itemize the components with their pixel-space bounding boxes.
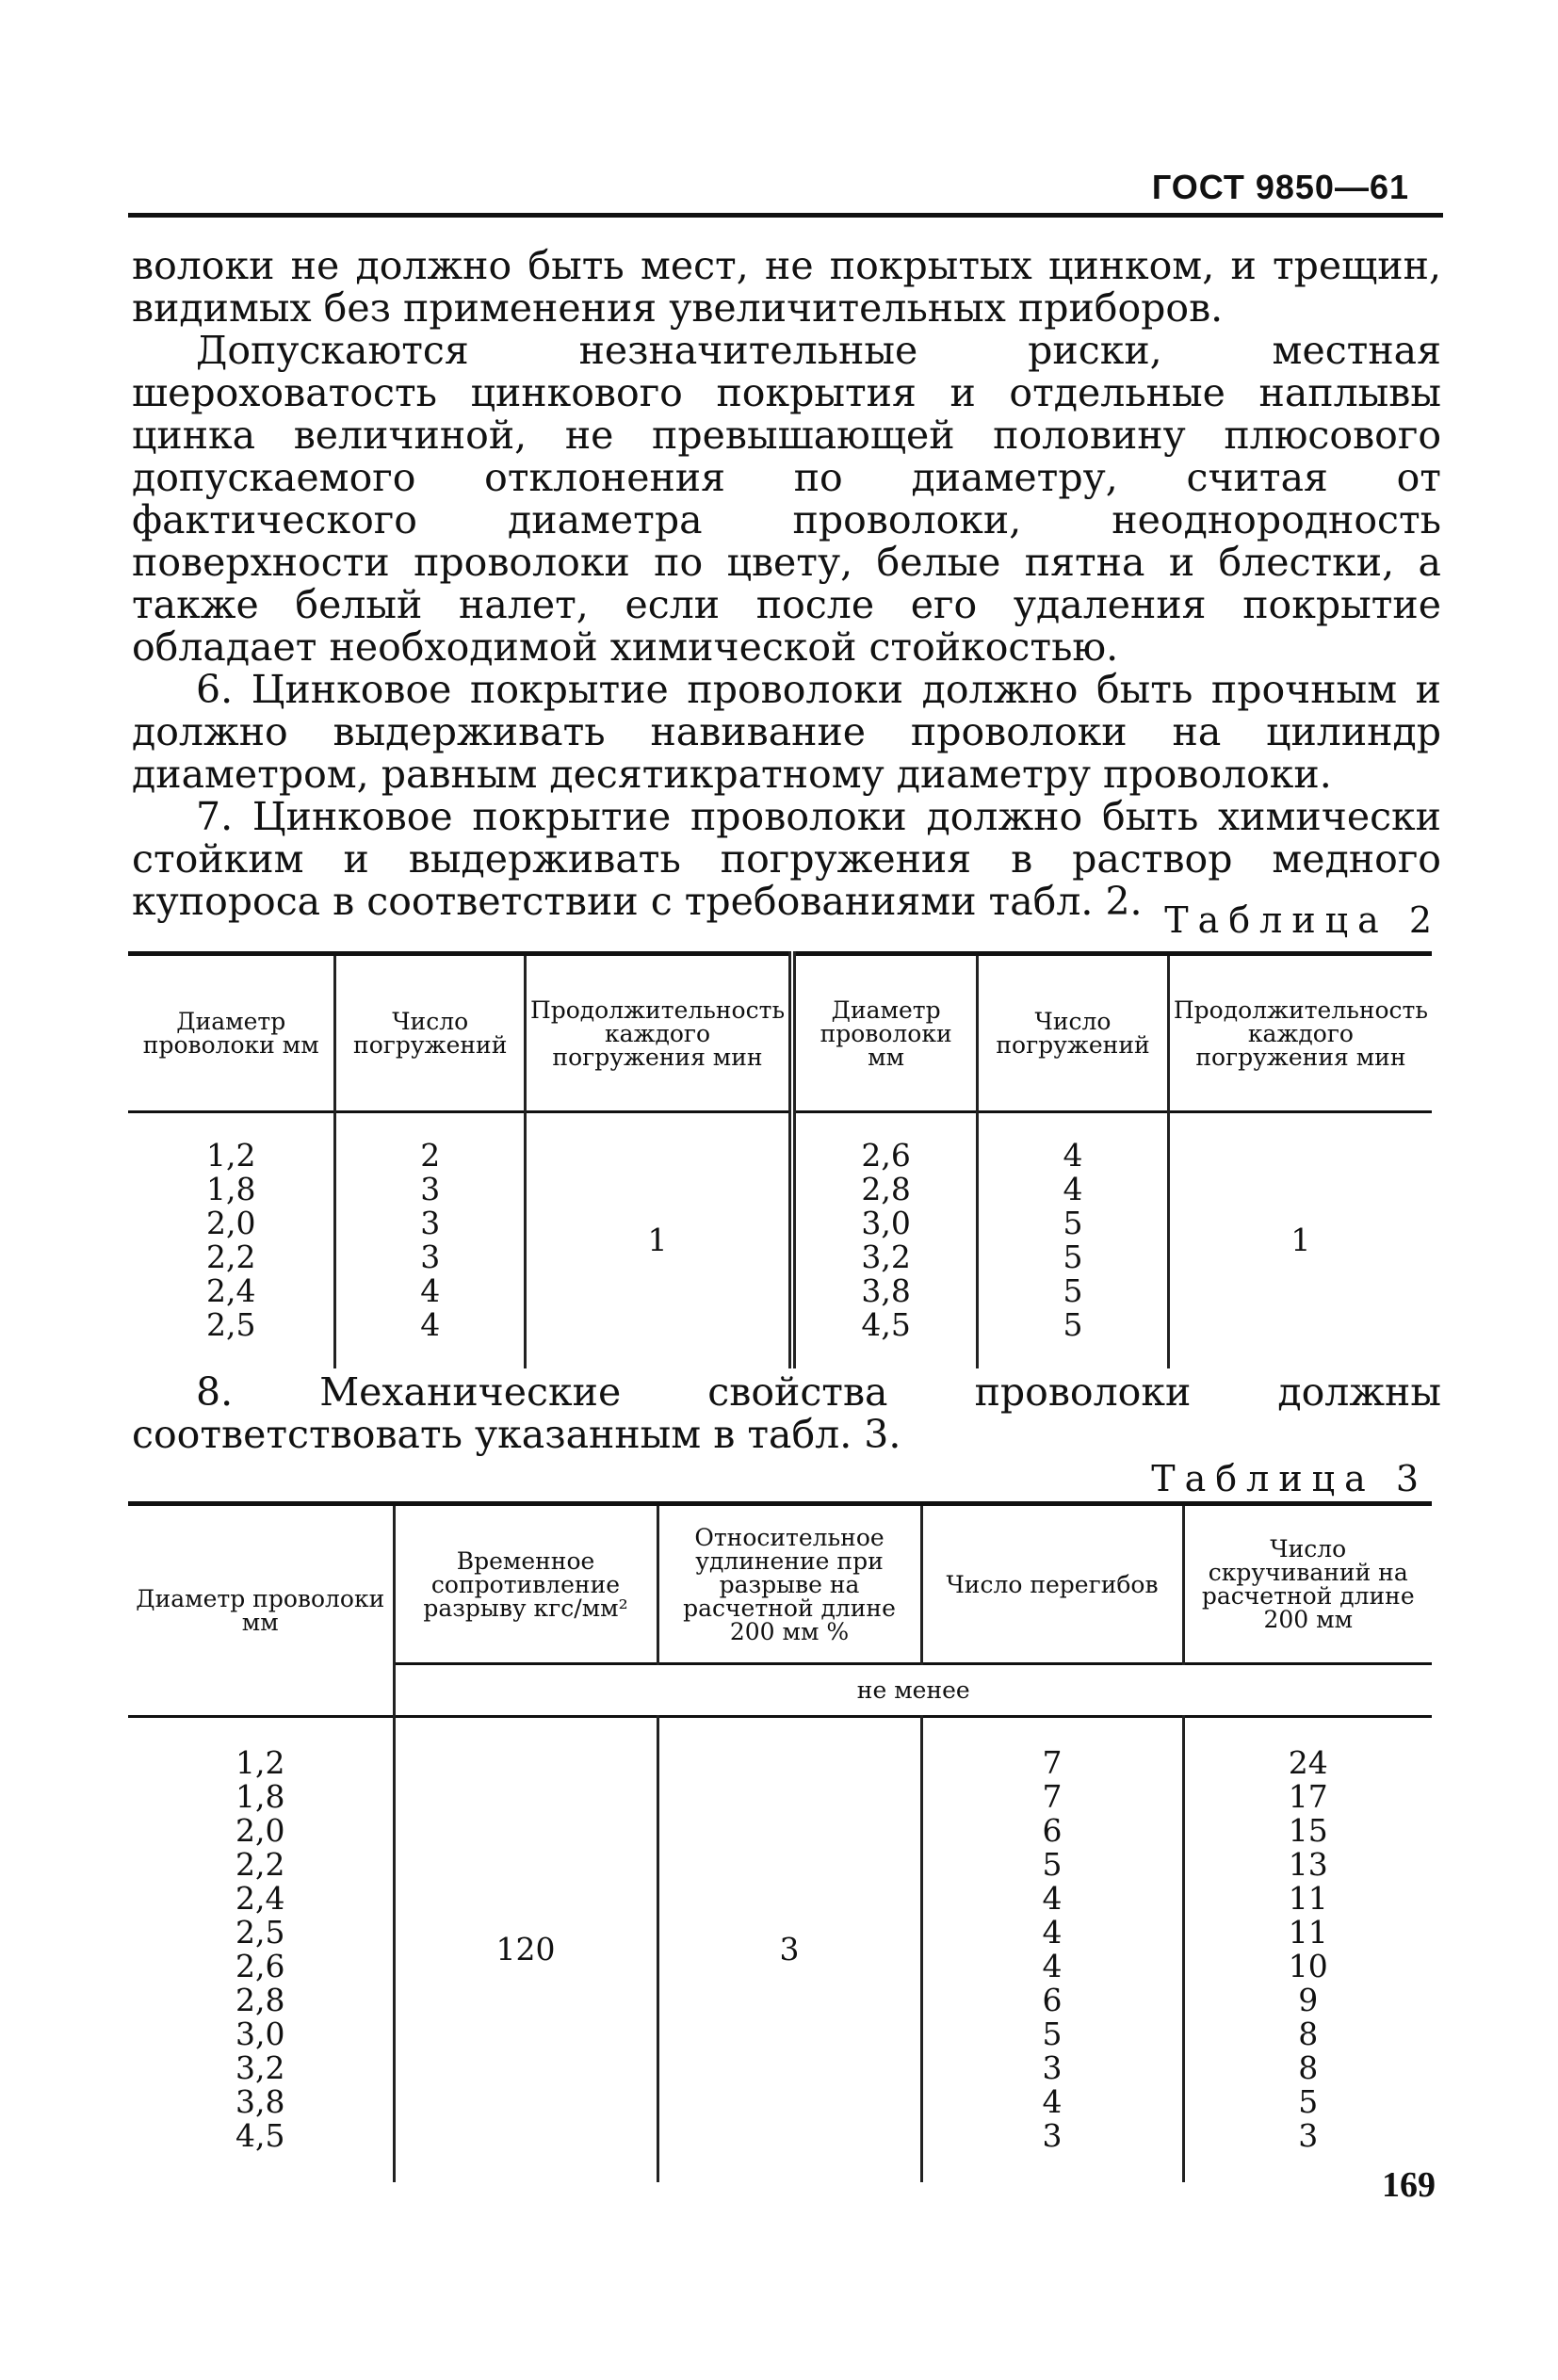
table2-caption: Таблица 2 [1164, 899, 1441, 941]
t3-col-elongation: 3 [657, 1717, 921, 2182]
t3-header-bends: Число перегибов [921, 1504, 1183, 1664]
t3-col-diam: 1,2 1,8 2,0 2,2 2,4 2,5 2,6 2,8 3,0 3,2 3,8 4,5 [128, 1717, 394, 2182]
paragraph-8: 8. Механические свойства проволоки должны соответствовать указанным в табл. 3. [132, 1369, 1441, 1457]
t3-col-strength: 120 [394, 1717, 657, 2182]
paragraph-defects: Допускаются незначительные риски, местная шероховатость цинкового покрытия и отдельные наплывы цинка величиной, не превышающей половину плюсового допускаемого отклонения по диаметру, считая от фактического диаметра проволоки, неоднородность поверхности проволоки по цвету, белые пятна и блестки, а также белый налет, если после его удаления покрытие обладает необходимой химической стойкостью. [132, 328, 1441, 670]
t2-header-count-right: Число погружений [978, 954, 1169, 1112]
header-rule [128, 213, 1443, 218]
page-number: 169 [1382, 2165, 1436, 2205]
t2-header-diam-left: Диаметр проволоки мм [128, 954, 335, 1112]
t2-header-duration-right: Продолжительность каждого погружения мин [1173, 996, 1428, 1071]
table-3 [128, 1501, 1432, 2182]
t2-col-diam-left: 1,2 1,8 2,0 2,2 2,4 2,5 [128, 1112, 335, 1368]
t2-col-duration-right: 1 [1290, 1222, 1311, 1259]
t2-col-count-right: 4 4 5 5 5 5 [978, 1112, 1169, 1368]
t3-col-twists: 24 17 15 13 11 11 10 9 8 8 5 3 [1288, 1744, 1328, 2155]
paragraph-continuation: волоки не должно быть мест, не покрытых цинком, и трещин, видимых без применения увеличительных приборов. [132, 243, 1441, 331]
t3-header-elongation: Относительное удлинение при разрыве на расчетной длине 200 мм % [657, 1504, 921, 1664]
t3-header-diam: Диаметр проволоки мм [128, 1504, 394, 1717]
t2-header-count-left: Число погружений [335, 954, 525, 1112]
standard-header: ГОСТ 9850—61 [1151, 168, 1409, 206]
t2-header-duration-left: Продолжительность каждого погружения мин [525, 954, 792, 1112]
t3-subheader: не менее [856, 1676, 970, 1704]
t2-col-count-left: 2 3 3 3 4 4 [335, 1112, 525, 1368]
table-2 [128, 951, 1432, 1368]
t2-col-duration-left: 1 [525, 1112, 792, 1368]
paragraph-7: 7. Цинковое покрытие проволоки должно быть химически стойким и выдерживать погружения в раствор медного купороса в соответствии с требованиями табл. 2. [132, 794, 1441, 924]
t3-header-strength: Временное сопротивление разрыву кгс/мм² [394, 1504, 657, 1664]
t2-header-diam-right: Диаметр проволоки мм [792, 954, 978, 1112]
t2-col-diam-right: 2,6 2,8 3,0 3,2 3,8 4,5 [792, 1112, 978, 1368]
body-text [132, 245, 1441, 923]
t3-header-twists: Число скручиваний на расчетной длине 200 мм [1201, 1535, 1415, 1633]
table3-caption: Таблица 3 [1151, 1458, 1428, 1499]
t3-col-bends: 7 7 6 5 4 4 4 6 5 3 4 3 [921, 1717, 1183, 2182]
paragraph-6: 6. Цинковое покрытие проволоки должно быть прочным и должно выдерживать навивание проволоки на цилиндр диаметром, равным десятикратному диаметру проволоки. [132, 667, 1441, 797]
